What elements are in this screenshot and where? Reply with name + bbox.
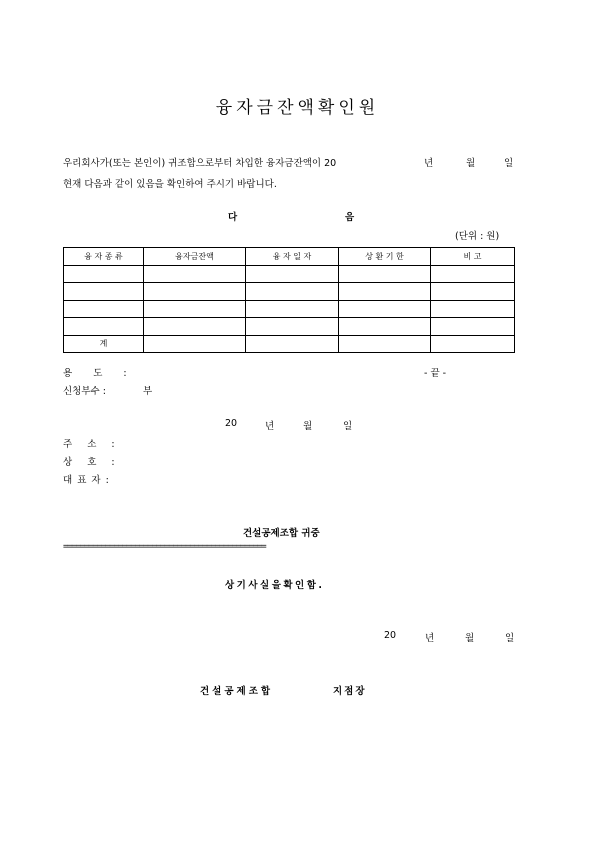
address-label: 주 소 : (63, 439, 115, 450)
table-cell[interactable] (246, 300, 339, 318)
company-name-label: 상 호 : (63, 457, 115, 468)
table-cell[interactable] (431, 318, 515, 336)
representative-label: 대 표 자 : (63, 475, 109, 486)
table-cell[interactable] (144, 300, 246, 318)
header-loan-date: 융 자 일 자 (246, 248, 339, 266)
table-cell[interactable] (64, 318, 144, 336)
table-cell[interactable] (246, 318, 339, 336)
date2-day: 일 (505, 633, 515, 644)
heading-right: 음 (345, 212, 355, 223)
date-day: 일 (343, 421, 353, 432)
table-cell[interactable] (64, 283, 144, 301)
heading-left: 다 (228, 212, 238, 223)
table-cell[interactable] (144, 265, 246, 283)
table-cell[interactable] (431, 335, 515, 353)
total-label: 계 (64, 335, 144, 353)
intro-day: 일 (504, 158, 514, 169)
table-row (64, 283, 515, 301)
table-cell[interactable] (246, 283, 339, 301)
copies-label: 신청부수 : (63, 386, 106, 397)
table-cell[interactable] (144, 283, 246, 301)
copies-unit: 부 (143, 386, 153, 397)
header-loan-balance: 융자금잔액 (144, 248, 246, 266)
intro-line-1-text: 우리회사가(또는 본인이) 귀조합으로부터 차입한 융자금잔액이 20 (63, 158, 337, 169)
intro-month: 월 (466, 158, 476, 169)
table-cell[interactable] (144, 318, 246, 336)
table-cell[interactable] (246, 265, 339, 283)
date2-month: 월 (465, 633, 475, 644)
table-cell[interactable] (64, 265, 144, 283)
intro-line-2: 현재 다음과 같이 있음을 확인하여 주시기 바랍니다. (63, 179, 277, 190)
table-cell[interactable] (431, 300, 515, 318)
intro-year: 년 (424, 158, 434, 169)
confirmation-text: 상기사실을확인함. (225, 580, 325, 591)
header-remarks: 비 고 (431, 248, 515, 266)
date-prefix: 20 (225, 418, 238, 429)
table-row (64, 265, 515, 283)
table-cell[interactable] (64, 300, 144, 318)
signature-title: 지점장 (333, 686, 367, 697)
table-row (64, 318, 515, 336)
date2-year: 년 (425, 633, 435, 644)
header-repayment-due: 상 환 기 한 (339, 248, 431, 266)
table-row (64, 300, 515, 318)
table-header-row (64, 248, 515, 266)
table-cell[interactable] (246, 335, 339, 353)
date-month: 월 (303, 421, 313, 432)
usage-label: 용 도 : (63, 368, 127, 379)
table-cell[interactable] (339, 300, 431, 318)
date-year: 년 (265, 421, 275, 432)
table-cell[interactable] (431, 265, 515, 283)
end-mark: - 끝 - (424, 368, 447, 379)
loan-balance-table (63, 247, 515, 353)
table-cell[interactable] (339, 283, 431, 301)
table-cell[interactable] (144, 335, 246, 353)
date2-prefix: 20 (384, 630, 397, 641)
recipient: 건설공제조합 귀중 (243, 528, 320, 539)
table-cell[interactable] (339, 335, 431, 353)
table-cell[interactable] (339, 265, 431, 283)
table-total-row (64, 335, 515, 353)
unit-label: (단위 : 원) (455, 231, 500, 242)
header-loan-type: 융 자 종 류 (64, 248, 144, 266)
signature-org: 건설공제조합 (200, 686, 274, 697)
separator-line: ================================================ (63, 542, 266, 552)
table-cell[interactable] (431, 283, 515, 301)
document-title: 융자금잔액확인원 (215, 98, 380, 118)
table-cell[interactable] (339, 318, 431, 336)
